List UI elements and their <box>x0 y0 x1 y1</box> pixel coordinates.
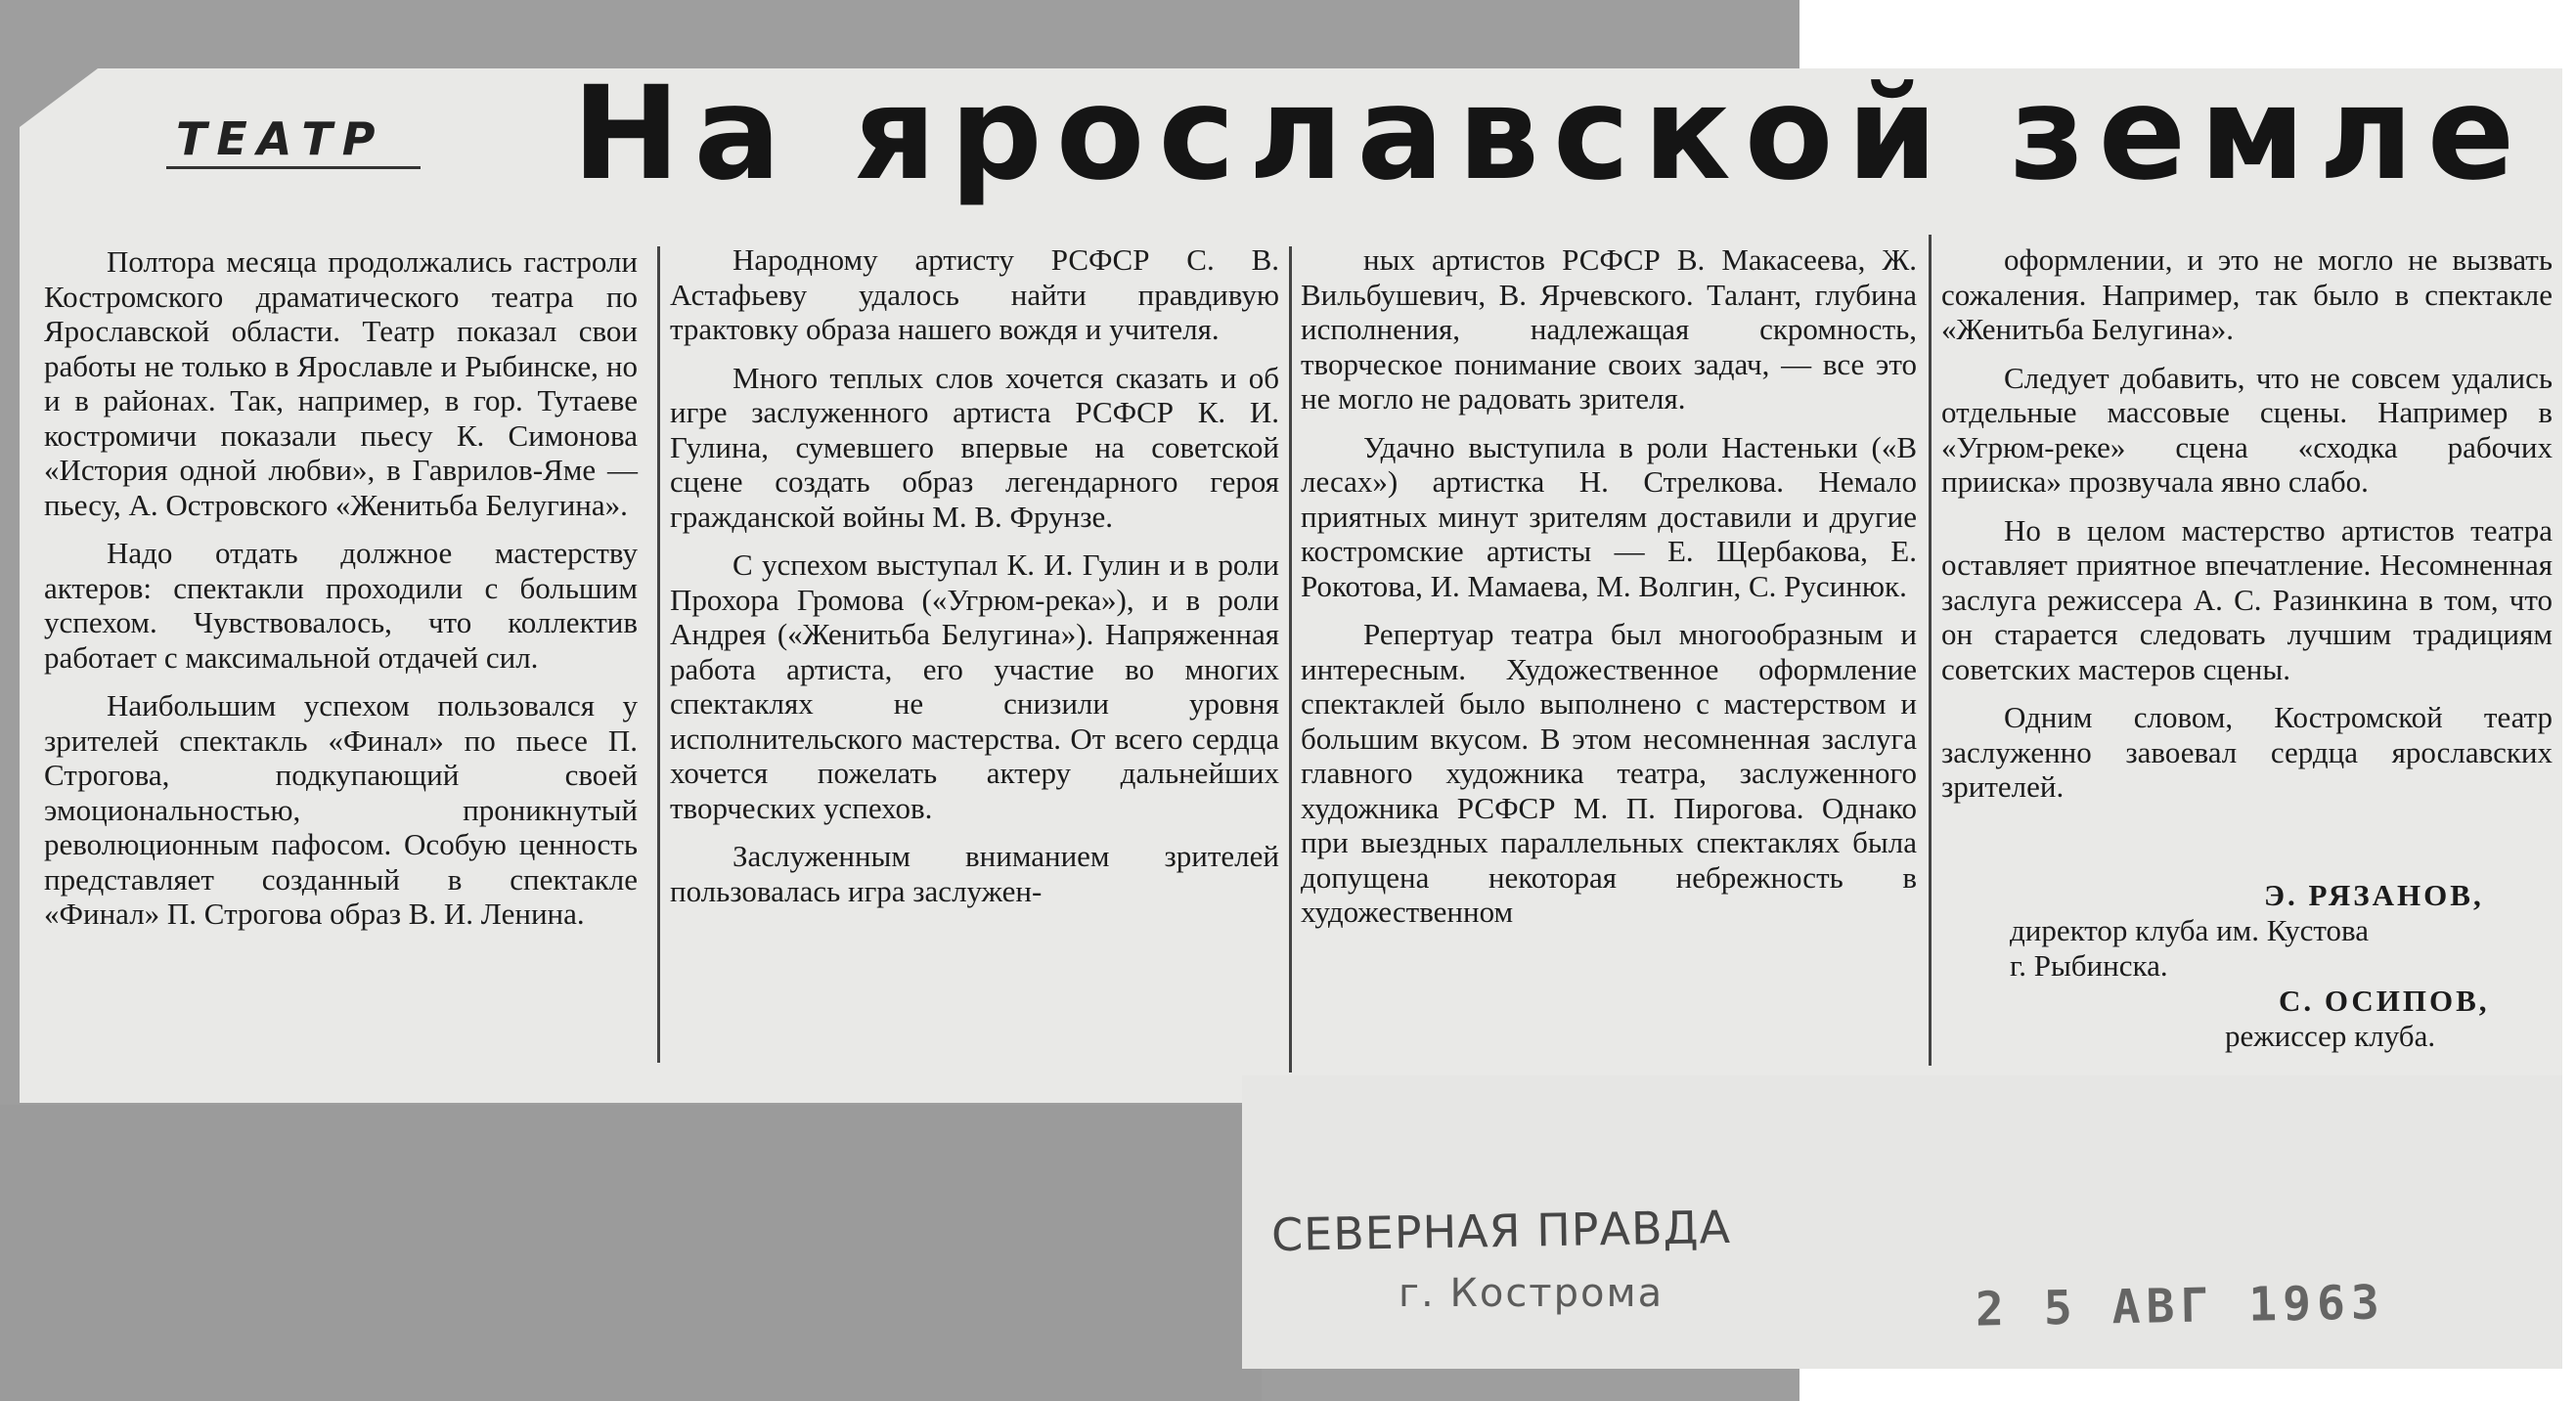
newspaper-stamp-date: 2 5 АВГ 1963 <box>1975 1275 2386 1337</box>
paragraph: Надо отдать должное мастерству актеров: спектакли проходили с большим успехом. Чувствовалось, что коллектив работает с максимальной отдачей сил. <box>44 536 638 675</box>
paragraph: Много теплых слов хочется сказать и об игре заслуженного артиста РСФСР К. И. Гулина, сумевшего впервые на советской сцене создать образ легендарного героя гражданской войны М. В. Фрунзе. <box>670 360 1279 534</box>
paragraph: Наибольшим успехом пользовался у зрителей спектакль «Финал» по пьесе П. Строгова, подкупающий своей эмоциональностью, проникнутый революционным пафосом. Особую ценность представляет созданный в спектакле «Финал» П. Строгова образ В. И. Ленина. <box>44 688 638 931</box>
author-city: г. Рыбинска. <box>2010 948 2168 983</box>
paragraph: Заслуженным вниманием зрителей пользовалась игра заслужен- <box>670 839 1279 908</box>
article-column-1 <box>44 244 638 932</box>
author-role: директор клуба им. Кустова <box>2010 913 2370 947</box>
newspaper-stamp-name: СЕВЕРНАЯ ПРАВДА <box>1270 1200 1732 1262</box>
article-column-3 <box>1301 242 1917 930</box>
paragraph: Следует добавить, что не совсем удались отдельные массовые сцены. Например в «Угрюм-реке» сцена «сходка рабочих прииска» прозвучала явно слабо. <box>1941 360 2553 499</box>
paragraph: Репертуар театра был многообразным и интересным. Художественное оформление спектаклей было выполнено с мастерством и большим вкусом. В этом несомненная заслуга главного художника театра, заслуженного художника РСФСР М. П. Пирогова. Однако при выездных параллельных спектаклях была допущена некоторая небрежность в художественном <box>1301 617 1917 929</box>
paragraph: Народному артисту РСФСР С. В. Астафьеву удалось найти правдивую трактовку образа нашего вождя и учителя. <box>670 242 1279 346</box>
paragraph: Но в целом мастерство артистов театра оставляет приятное впечатление. Несомненная заслуга режиссера А. С. Разинкина в том, что он старается следовать лучшим традициям советских мастеров сцены. <box>1941 512 2553 686</box>
article-column-2 <box>670 242 1279 908</box>
paragraph: Удачно выступила в роли Настеньки («В лесах») артистка Н. Стрелкова. Немало приятных минут зрителям доставили и другие костромские артисты — Е. Щербакова, Е. Рокотова, И. Мамаева, М. Волгин, С. Русинюк. <box>1301 429 1917 603</box>
column-rule <box>1929 235 1932 1066</box>
author-name: Э. РЯЗАНОВ, <box>2264 878 2484 912</box>
column-rule <box>1289 246 1292 1073</box>
column-rule <box>657 246 660 1063</box>
newspaper-stamp-city: г. Кострома <box>1399 1271 1665 1316</box>
clipping-cut-corner <box>20 68 98 127</box>
author-role: режиссер клуба. <box>2225 1019 2436 1053</box>
author-name: С. ОСИПОВ, <box>2279 984 2490 1018</box>
paragraph: С успехом выступал К. И. Гулин и в роли Прохора Громова («Угрюм-река»), и в роли Андрея («Женитьба Белугина»). Напряженная работа артиста, его участие во многих спектаклях не снизили уровня исполнительского мастерства. От всего сердца хочется пожелать актеру дальнейших творческих успехов. <box>670 547 1279 825</box>
section-rubric: ТЕАТР <box>176 112 385 165</box>
paragraph: ных артистов РСФСР В. Макасеева, Ж. Вильбушевич, В. Ярчевского. Талант, глубина исполнения, надлежащая скромность, творческое понимание своих задач, — все это не могло не радовать зрителя. <box>1301 242 1917 416</box>
paragraph: оформлении, и это не могло не вызвать сожаления. Например, так было в спектакле «Женитьба Белугина». <box>1941 242 2553 346</box>
rubric-underline <box>166 166 421 169</box>
article-column-4 <box>1941 242 2553 805</box>
mount-board-lower <box>0 1105 1262 1401</box>
paragraph: Одним словом, Костромской театр заслуженно завоевал сердца ярославских зрителей. <box>1941 700 2553 804</box>
article-headline: На ярославской земле <box>572 59 2529 209</box>
paragraph: Полтора месяца продолжались гастроли Костромского драматического театра по Ярославской области. Театр показал свои работы не только в Ярославле и Рыбинске, но и в районах. Так, например, в гор. Тутаеве костромичи показали пьесу К. Симонова «История одной любви», в Гаврилов-Яме — пьесу, А. Островского «Женитьба Белугина». <box>44 244 638 522</box>
